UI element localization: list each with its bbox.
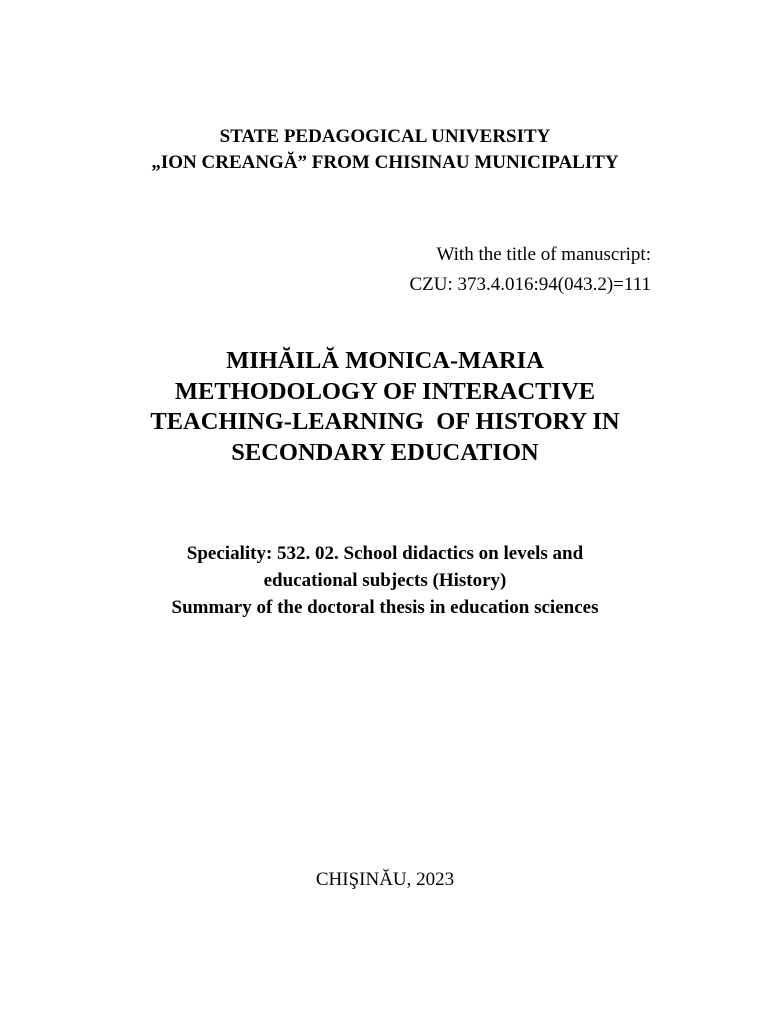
institution-name-line-2: „ION CREANGĂ” FROM CHISINAU MUNICIPALITY xyxy=(151,152,619,173)
thesis-title-block xyxy=(0,346,770,468)
speciality-line-1: Speciality: 532. 02. School didactics on levels and xyxy=(186,543,584,564)
manuscript-label: With the title of manuscript: xyxy=(436,244,651,265)
manuscript-info xyxy=(409,240,651,300)
place-and-year: CHIŞINĂU, 2023 xyxy=(315,869,455,890)
thesis-title-line-3: SECONDARY EDUCATION xyxy=(231,438,539,466)
czu-code: CZU: 373.4.016:94(043.2)=111 xyxy=(409,274,651,295)
author-name: MIHĂILĂ MONICA-MARIA xyxy=(226,347,544,374)
institution-heading xyxy=(0,124,770,176)
summary-description: Summary of the doctoral thesis in education sciences xyxy=(171,597,599,618)
thesis-title-line-2: TEACHING-LEARNING OF HISTORY IN xyxy=(150,408,620,435)
speciality-line-2: educational subjects (History) xyxy=(263,570,507,591)
institution-name-line-1: STATE PEDAGOGICAL UNIVERSITY xyxy=(219,126,551,147)
speciality-block xyxy=(0,540,770,621)
thesis-title-line-1: METHODOLOGY OF INTERACTIVE xyxy=(174,377,596,405)
